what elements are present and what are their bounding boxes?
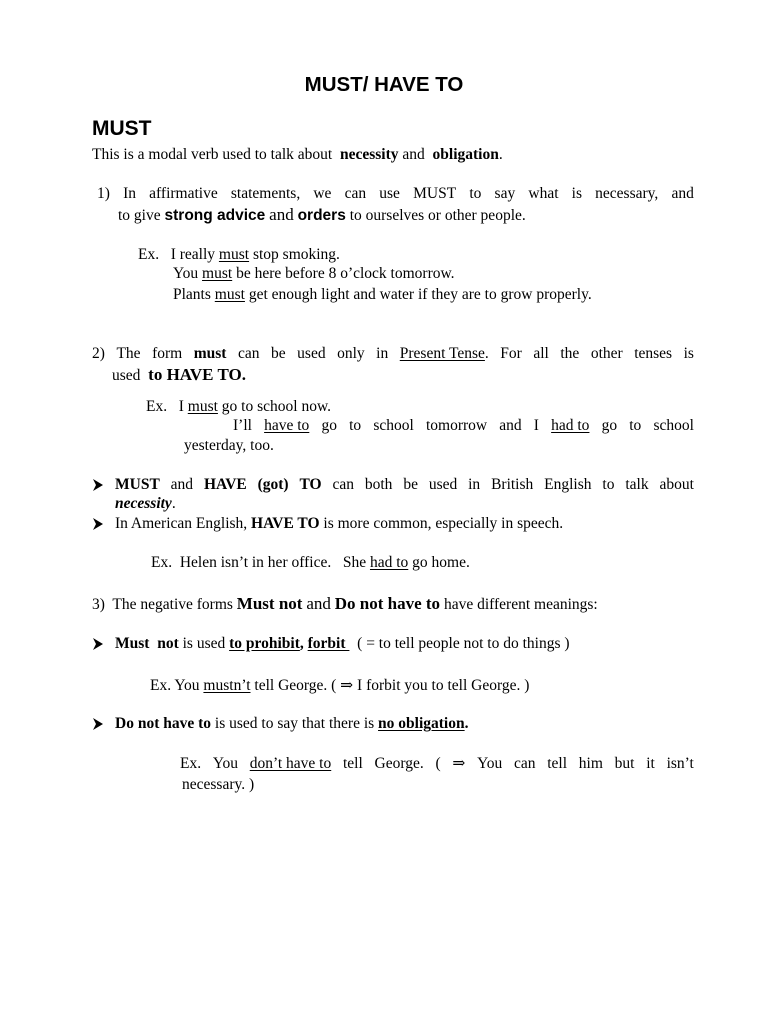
intro-keyword-necessity: necessity <box>339 146 399 163</box>
word: British <box>491 476 534 493</box>
example-text: I <box>178 398 184 415</box>
word: the <box>560 345 580 362</box>
item-1-line-2 <box>118 205 526 226</box>
keyword-necessity: necessity <box>115 495 172 512</box>
word: MUST <box>413 185 457 202</box>
word: used <box>297 345 326 362</box>
word: talk <box>625 476 649 493</box>
underlined-no-obligation: no obligation <box>378 715 465 732</box>
word: go <box>601 417 618 434</box>
keyword-have-to: HAVE TO <box>251 515 320 532</box>
word: In <box>123 185 136 202</box>
bullet-1-line-2 <box>115 494 176 514</box>
item-2-example-1 <box>146 397 331 417</box>
word: use <box>379 185 400 202</box>
word: be <box>403 476 418 493</box>
underlined-dont-have-to: don’t have to <box>249 755 332 772</box>
example-text: tell George. ( ⇒ I forbit you to tell George. ) <box>254 677 530 694</box>
item-1-line-1 <box>97 184 694 204</box>
example-text: stop smoking. <box>252 246 340 263</box>
keyword-do-not-have-to: Do not have to <box>115 715 212 732</box>
keyword-must-not: Must not <box>115 635 179 652</box>
item-1-example-3 <box>173 285 592 305</box>
word: I’ll <box>233 417 252 434</box>
word: form <box>152 345 183 362</box>
underlined-have-to: have to <box>264 417 310 434</box>
word: be <box>271 345 286 362</box>
underlined-had-to: had to <box>369 554 409 571</box>
word: in <box>468 476 481 493</box>
keyword-strong-advice: strong advice <box>164 207 266 224</box>
word: Ex. <box>180 755 202 772</box>
bullet-4 <box>115 714 469 734</box>
word: can <box>237 345 260 362</box>
word: tomorrow <box>425 417 488 434</box>
word: to <box>602 476 615 493</box>
intro-and: and <box>402 146 425 163</box>
word: and <box>499 417 522 434</box>
example-text: Ex. You <box>150 677 200 694</box>
arrowhead-bullet-icon <box>92 517 106 531</box>
word: You <box>477 755 503 772</box>
present-tense-phrase <box>400 344 489 364</box>
bullet-text: In American English, <box>115 515 248 532</box>
word: tenses <box>634 345 673 362</box>
word: George. <box>374 755 424 772</box>
keyword-have-to: to HAVE TO. <box>148 365 246 384</box>
example-label: Ex. <box>138 246 160 263</box>
underlined-mustnt: mustn’t <box>203 677 251 694</box>
word: both <box>364 476 393 493</box>
word: You <box>212 755 238 772</box>
keyword-to: TO <box>299 476 322 493</box>
word: For <box>500 345 522 362</box>
word: school <box>653 417 694 434</box>
item-1-and: and <box>269 205 294 224</box>
item-2-line-1 <box>92 344 694 364</box>
underlined-must: must <box>202 265 233 282</box>
keyword-got: (got) <box>257 476 289 493</box>
word: him <box>578 755 603 772</box>
word: in <box>376 345 389 362</box>
underlined-had-to: had to <box>551 417 590 434</box>
word: say <box>494 185 516 202</box>
intro-keyword-obligation: obligation <box>432 146 499 163</box>
word: it <box>646 755 655 772</box>
bullet-example <box>151 553 470 573</box>
word: we <box>313 185 332 202</box>
section-heading: MUST <box>92 117 152 140</box>
item-1-number: 1) <box>97 185 110 202</box>
keyword-must-not: Must not <box>236 594 303 613</box>
item-2-example-2 <box>233 416 694 436</box>
bullet-4-example-line-1 <box>180 754 694 774</box>
bullet-text: is used <box>182 635 226 652</box>
word: go <box>321 417 337 434</box>
item-1-text: to ourselves or other people. <box>349 207 526 224</box>
word: to <box>349 417 362 434</box>
word: to <box>469 185 482 202</box>
example-text: Plants <box>173 286 211 303</box>
bullet-text: is used to say that there is <box>214 715 375 732</box>
item-3-text: The negative forms <box>112 596 233 613</box>
underlined-forbit: forbit <box>307 635 350 652</box>
bullet-3 <box>115 634 570 654</box>
word: used <box>428 476 458 493</box>
item-3-number: 3) <box>92 596 105 613</box>
period: . <box>484 345 489 362</box>
item-2-line-2 <box>112 365 246 386</box>
word: but <box>614 755 635 772</box>
keyword-must: must <box>193 345 227 362</box>
example-text: go home. <box>412 554 470 571</box>
arrowhead-bullet-icon <box>92 637 106 651</box>
word: can <box>332 476 354 493</box>
implies-arrow-icon: ⇒ <box>452 755 466 772</box>
word: other <box>590 345 623 362</box>
intro-text: This is a modal verb used to talk about <box>92 146 333 163</box>
word: can <box>344 185 367 202</box>
example-text: be here before 8 o’clock tomorrow. <box>236 265 455 282</box>
underlined-present-tense: Present Tense <box>399 345 485 362</box>
word: I <box>533 417 539 434</box>
bullet-text: ( = to tell people not to do things ) <box>357 635 570 652</box>
word: ( <box>435 755 441 772</box>
bullet-1-line-1 <box>115 475 694 495</box>
word: what <box>528 185 559 202</box>
example-label: Ex. <box>146 398 168 415</box>
keyword-do-not-have-to: Do not have to <box>334 594 441 613</box>
word: to <box>629 417 642 434</box>
intro-line <box>92 145 503 165</box>
bullet-3-example <box>150 676 529 696</box>
word: statements, <box>230 185 301 202</box>
item-1-example-2 <box>173 264 455 284</box>
underlined-must: must <box>187 398 218 415</box>
word: can <box>514 755 536 772</box>
bullet-4-example-line-2: necessary. ) <box>182 776 255 793</box>
item-2-example-2-cont: yesterday, too. <box>184 437 274 454</box>
word: all <box>533 345 549 362</box>
item-3-text: have different meanings: <box>443 596 598 613</box>
page-title: MUST/ HAVE TO <box>304 73 464 96</box>
word: affirmative <box>149 185 218 202</box>
period: . <box>464 715 469 732</box>
word: tell <box>342 755 363 772</box>
word: necessary, <box>595 185 659 202</box>
example-text: Ex. Helen isn’t in her office. She <box>151 554 367 571</box>
word: is <box>683 345 694 362</box>
word: and <box>170 476 194 493</box>
word: and <box>671 185 694 202</box>
underlined-to-prohibit: to prohibit <box>229 635 300 652</box>
comma: , <box>299 635 304 652</box>
word: isn’t <box>666 755 694 772</box>
bullet-2 <box>115 514 563 534</box>
keyword-orders: orders <box>297 207 346 224</box>
example-text: get enough light and water if they are to grow properly. <box>248 286 592 303</box>
bullet-text: is more common, especially in speech. <box>323 515 564 532</box>
underlined-must: must <box>214 286 245 303</box>
item-1-example-1 <box>138 245 340 265</box>
item-1-text: to give <box>118 207 161 224</box>
example-text: I really <box>170 246 216 263</box>
word: school <box>373 417 414 434</box>
underlined-must: must <box>218 246 250 263</box>
example-text: You <box>173 265 199 282</box>
arrowhead-bullet-icon <box>92 478 106 492</box>
item-3-line <box>92 594 598 615</box>
item-3-and: and <box>306 594 331 613</box>
intro-period: . <box>498 146 503 163</box>
arrowhead-bullet-icon <box>92 717 106 731</box>
period: . <box>171 495 176 512</box>
word: used <box>112 367 141 384</box>
word: tell <box>547 755 568 772</box>
word: English <box>544 476 592 493</box>
example-text: go to school now. <box>221 398 332 415</box>
word: The <box>116 345 141 362</box>
word: is <box>571 185 583 202</box>
word: about <box>659 476 694 493</box>
keyword-have: HAVE <box>203 476 247 493</box>
word: only <box>337 345 365 362</box>
item-2-number: 2) <box>92 345 105 362</box>
keyword-must: MUST <box>115 476 160 493</box>
